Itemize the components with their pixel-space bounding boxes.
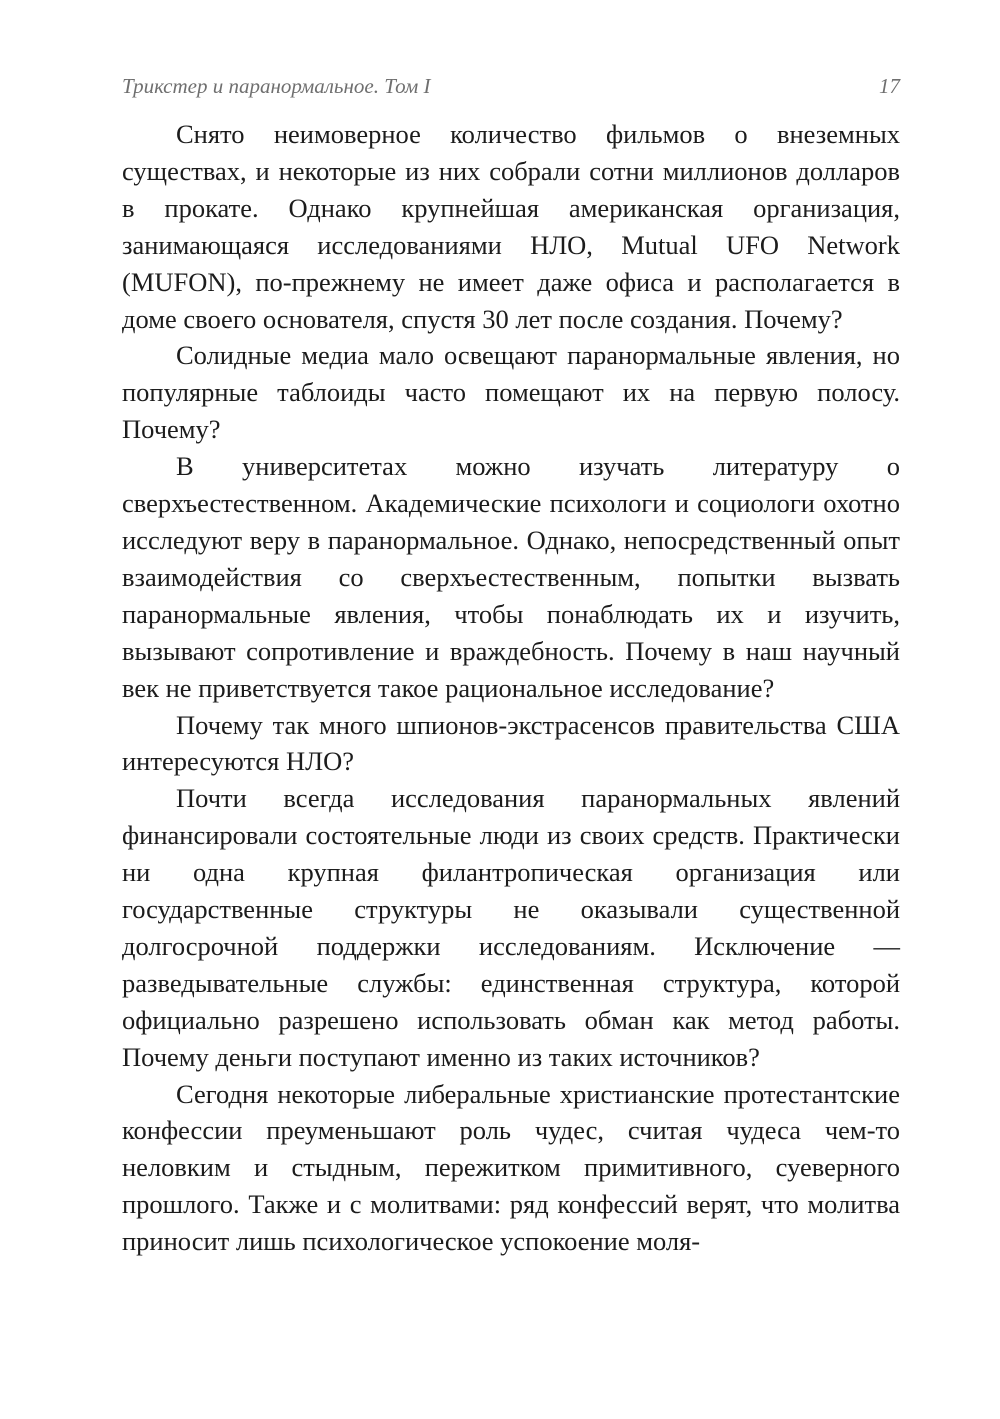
page-number: 17	[879, 74, 900, 98]
paragraph-5: Почти всегда исследования паранормальных явлений финансировали состоятельные люди из своих средств. Практически ни одна крупная филантропическая организация или государственные структуры не оказывали существенной долгосрочной поддержки исследованиям. Исключение — разведывательные службы: единственная структура, которой официально разрешено использовать обман как метод работы. Почему деньги поступают именно из таких источников?	[122, 783, 900, 1072]
paragraph-1: Снято неимоверное количество фильмов о внеземных существах, и некоторые из них собрали сотни миллионов долларов в прокате. Однако крупнейшая американская организация, занимающаяся исследованиями НЛО, Mutual UFO Network (MUFON), по-прежнему не имеет даже офиса и располагается в доме своего основателя, спустя 30 лет после создания. Почему?	[122, 119, 900, 334]
paragraph-3: В университетах можно изучать литературу о сверхъестественном. Академические психологи и социологи охотно исследуют веру в паранормальное. Однако, непосредственный опыт взаимодействия со сверхъестественным, попытки вызвать паранормальные явления, чтобы понаблюдать их и изучить, вызывают сопротивление и враждебность. Почему в наш научный век не приветствуется такое рациональное исследование?	[122, 451, 900, 703]
paragraph-4: Почему так много шпионов-экстрасенсов правительства США интересуются НЛО?	[122, 709, 900, 777]
book-title: Трикстер и паранормальное. Том I	[122, 74, 431, 98]
paragraph-6: Сегодня некоторые либеральные христианские протестантские конфессии преуменьшают роль чудес, считая чудеса чем-то неловким и стыдным, пережитком примитивного, суеверного прошлого. Также и с молитвами: ряд конфессий верят, что молитва приносит лишь психологическое успокоение моля-	[122, 1078, 900, 1257]
running-head	[122, 74, 900, 104]
body-text	[122, 116, 900, 1260]
paragraph-2: Солидные медиа мало освещают паранормальные явления, но популярные таблоиды часто помещают их на первую полосу. Почему?	[122, 340, 900, 445]
